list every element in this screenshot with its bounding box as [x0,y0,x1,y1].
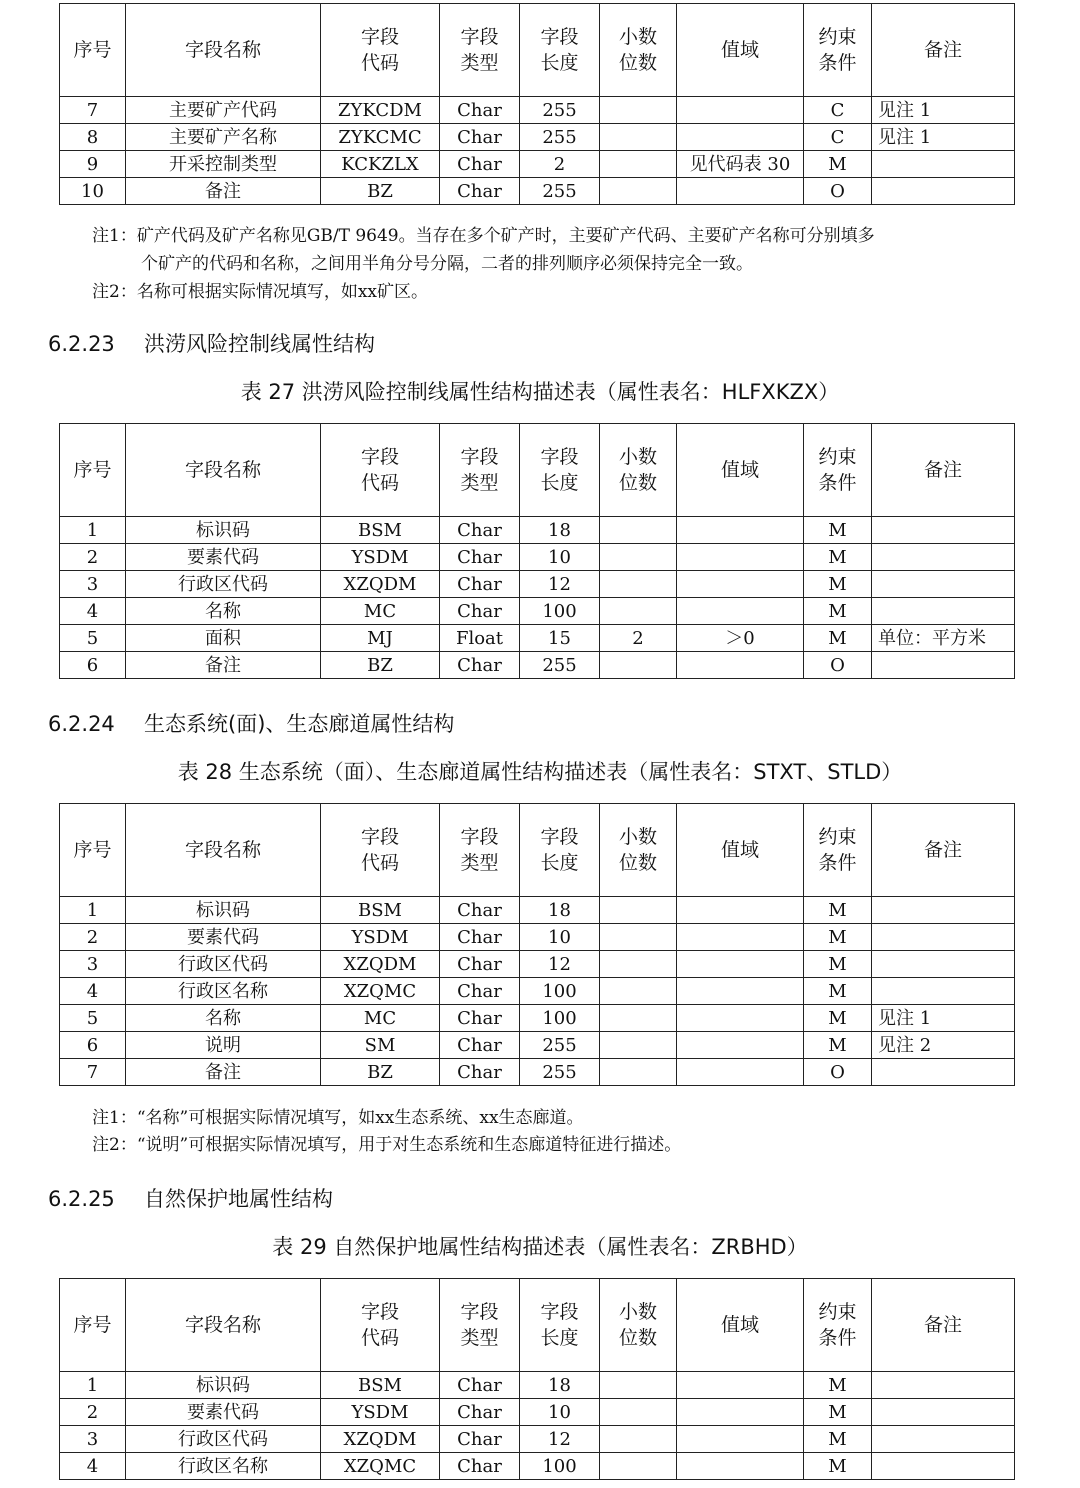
header-decimals: 小数 位数 [600,4,677,97]
table-row [60,897,1015,924]
header-value-domain: 值域 [677,424,804,517]
cell-field-type: Char [440,1372,520,1399]
cell-field-type: Char [440,652,520,679]
table-row [60,625,1015,652]
cell-remark: 见注 1 [872,124,1015,151]
cell-field-type: Char [440,924,520,951]
table-28 [59,803,1015,1086]
cell-field-name: 标识码 [126,897,321,924]
cell-value-domain [677,178,804,205]
cell-value-domain [677,1399,804,1426]
section-heading-6-2-25 [48,1185,333,1213]
cell-field-code: XZQMC [321,978,440,1005]
cell-value-domain: ＞0 [677,625,804,652]
cell-field-length: 100 [520,978,600,1005]
cell-constraint: M [804,1032,872,1059]
cell-field-code: MC [321,1005,440,1032]
cell-field-name: 行政区名称 [126,978,321,1005]
cell-constraint: O [804,1059,872,1086]
table-row [60,652,1015,679]
cell-field-length: 18 [520,1372,600,1399]
cell-field-length: 12 [520,1426,600,1453]
cell-remark [872,951,1015,978]
cell-seq: 5 [60,625,126,652]
table-row [60,178,1015,205]
cell-seq: 5 [60,1005,126,1032]
cell-remark [872,544,1015,571]
table-row [60,1426,1015,1453]
cell-seq: 1 [60,897,126,924]
header-field-name: 字段名称 [126,1279,321,1372]
cell-remark [872,598,1015,625]
cell-decimals [600,1059,677,1086]
cell-field-name: 要素代码 [126,544,321,571]
cell-field-length: 12 [520,571,600,598]
cell-value-domain [677,1372,804,1399]
table-row [60,1032,1015,1059]
cell-remark [872,1059,1015,1086]
cell-field-name: 备注 [126,1059,321,1086]
section-number: 6.2.25 [48,1187,115,1211]
cell-seq: 9 [60,151,126,178]
cell-remark [872,897,1015,924]
cell-seq: 3 [60,571,126,598]
header-field-code: 字段 代码 [321,1279,440,1372]
cell-seq: 2 [60,544,126,571]
cell-remark [872,1372,1015,1399]
header-value-domain: 值域 [677,4,804,97]
cell-field-type: Char [440,178,520,205]
cell-remark [872,652,1015,679]
cell-decimals [600,652,677,679]
cell-field-name: 开采控制类型 [126,151,321,178]
table-row [60,151,1015,178]
table-27 [59,423,1015,679]
cell-field-name: 主要矿产代码 [126,97,321,124]
cell-field-length: 255 [520,97,600,124]
cell-field-length: 255 [520,178,600,205]
cell-field-code: ZYKCMC [321,124,440,151]
header-field-name: 字段名称 [126,424,321,517]
cell-field-length: 18 [520,517,600,544]
cell-field-code: YSDM [321,924,440,951]
cell-field-length: 10 [520,1399,600,1426]
cell-remark [872,571,1015,598]
cell-field-length: 100 [520,1453,600,1480]
cell-constraint: M [804,924,872,951]
cell-field-code: ZYKCDM [321,97,440,124]
cell-field-type: Char [440,517,520,544]
cell-decimals [600,951,677,978]
header-decimals: 小数 位数 [600,804,677,897]
table-28-note-1: 注1：“名称”可根据实际情况填写，如xx生态系统、xx生态廊道。 [92,1108,584,1128]
table-row [60,1059,1015,1086]
cell-decimals [600,1372,677,1399]
cell-field-type: Char [440,97,520,124]
table-row [60,97,1015,124]
cell-decimals [600,1032,677,1059]
table-28-note-2: 注2：“说明”可根据实际情况填写，用于对生态系统和生态廊道特征进行描述。 [92,1135,682,1155]
cell-decimals [600,1426,677,1453]
header-constraint: 约束 条件 [804,4,872,97]
cell-field-type: Char [440,1453,520,1480]
cell-field-code: BZ [321,1059,440,1086]
cell-field-length: 12 [520,951,600,978]
cell-field-name: 行政区代码 [126,571,321,598]
cell-constraint: M [804,951,872,978]
cell-remark [872,151,1015,178]
cell-remark [872,1453,1015,1480]
cell-value-domain [677,1059,804,1086]
table-28-caption: 表 28 生态系统（面）、生态廊道属性结构描述表（属性表名：STXT、STLD） [177,760,903,784]
cell-value-domain [677,897,804,924]
cell-value-domain [677,124,804,151]
cell-remark: 见注 1 [872,97,1015,124]
table-row [60,1005,1015,1032]
cell-seq: 4 [60,1453,126,1480]
cell-value-domain [677,97,804,124]
header-seq: 序号 [60,804,126,897]
cell-field-code: KCKZLX [321,151,440,178]
cell-constraint: M [804,625,872,652]
cell-remark [872,517,1015,544]
cell-field-code: YSDM [321,544,440,571]
cell-field-type: Char [440,1005,520,1032]
table-row [60,1453,1015,1480]
cell-seq: 7 [60,1059,126,1086]
header-remark: 备注 [872,4,1015,97]
table-row [60,544,1015,571]
cell-field-name: 面积 [126,625,321,652]
cell-constraint: M [804,598,872,625]
cell-decimals [600,124,677,151]
cell-decimals [600,924,677,951]
header-field-code: 字段 代码 [321,424,440,517]
section-title: 生态系统(面)、生态廊道属性结构 [144,712,455,736]
cell-value-domain [677,978,804,1005]
cell-constraint: M [804,544,872,571]
cell-constraint: O [804,178,872,205]
table-row [60,1399,1015,1426]
cell-field-length: 10 [520,544,600,571]
cell-seq: 4 [60,978,126,1005]
cell-field-code: MC [321,598,440,625]
table-row [60,1372,1015,1399]
header-seq: 序号 [60,1279,126,1372]
header-value-domain: 值域 [677,804,804,897]
cell-field-length: 255 [520,124,600,151]
cell-value-domain [677,1453,804,1480]
cell-value-domain [677,517,804,544]
cell-decimals [600,571,677,598]
table-row [60,571,1015,598]
cell-field-name: 主要矿产名称 [126,124,321,151]
header-field-type: 字段 类型 [440,1279,520,1372]
cell-value-domain [677,1032,804,1059]
cell-decimals [600,151,677,178]
cell-constraint: M [804,1372,872,1399]
section-title: 洪涝风险控制线属性结构 [144,332,375,356]
table-29 [59,1278,1015,1480]
table-27-caption: 表 27 洪涝风险控制线属性结构描述表（属性表名：HLFXKZX） [240,380,840,404]
cell-decimals [600,178,677,205]
cell-seq: 7 [60,97,126,124]
cell-field-name: 标识码 [126,517,321,544]
cell-constraint: M [804,571,872,598]
cell-field-code: YSDM [321,1399,440,1426]
cell-remark [872,978,1015,1005]
cell-field-type: Char [440,1032,520,1059]
cell-field-type: Char [440,897,520,924]
cell-constraint: M [804,1453,872,1480]
header-decimals: 小数 位数 [600,424,677,517]
header-row [60,4,1015,97]
cell-remark: 见注 2 [872,1032,1015,1059]
header-remark: 备注 [872,804,1015,897]
cell-field-type: Char [440,1399,520,1426]
cell-field-code: MJ [321,625,440,652]
cell-field-name: 行政区代码 [126,951,321,978]
header-remark: 备注 [872,424,1015,517]
cell-seq: 3 [60,951,126,978]
cell-remark [872,924,1015,951]
table-row [60,978,1015,1005]
cell-field-type: Char [440,978,520,1005]
header-decimals: 小数 位数 [600,1279,677,1372]
cell-seq: 3 [60,1426,126,1453]
cell-decimals [600,97,677,124]
note-1-line-2: 个矿产的代码和名称，之间用半角分号分隔，二者的排列顺序必须保持完全一致。 [141,254,753,274]
cell-field-code: SM [321,1032,440,1059]
cell-field-code: BZ [321,652,440,679]
section-title: 自然保护地属性结构 [144,1187,333,1211]
cell-field-name: 名称 [126,598,321,625]
header-field-type: 字段 类型 [440,424,520,517]
cell-remark: 单位：平方米 [872,625,1015,652]
section-number: 6.2.24 [48,712,115,736]
cell-field-type: Float [440,625,520,652]
cell-remark [872,178,1015,205]
cell-seq: 2 [60,924,126,951]
table-mineral-continued [59,3,1015,205]
header-constraint: 约束 条件 [804,1279,872,1372]
cell-field-code: XZQMC [321,1453,440,1480]
cell-decimals [600,544,677,571]
header-remark: 备注 [872,1279,1015,1372]
cell-decimals [600,978,677,1005]
cell-seq: 4 [60,598,126,625]
cell-decimals [600,517,677,544]
cell-constraint: M [804,897,872,924]
cell-value-domain [677,1426,804,1453]
section-heading-6-2-23 [48,330,375,358]
cell-field-type: Char [440,151,520,178]
cell-field-name: 标识码 [126,1372,321,1399]
header-field-length: 字段 长度 [520,804,600,897]
cell-field-type: Char [440,124,520,151]
cell-field-length: 10 [520,924,600,951]
cell-field-length: 18 [520,897,600,924]
header-row [60,804,1015,897]
cell-field-length: 2 [520,151,600,178]
cell-field-name: 要素代码 [126,924,321,951]
header-field-type: 字段 类型 [440,4,520,97]
cell-seq: 1 [60,517,126,544]
cell-decimals: 2 [600,625,677,652]
cell-field-type: Char [440,544,520,571]
header-field-length: 字段 长度 [520,4,600,97]
cell-value-domain [677,571,804,598]
cell-decimals [600,897,677,924]
cell-value-domain [677,924,804,951]
cell-value-domain: 见代码表 30 [677,151,804,178]
cell-constraint: O [804,652,872,679]
cell-remark [872,1426,1015,1453]
cell-constraint: M [804,978,872,1005]
cell-constraint: C [804,124,872,151]
cell-field-type: Char [440,1426,520,1453]
cell-field-code: XZQDM [321,1426,440,1453]
header-seq: 序号 [60,424,126,517]
cell-field-name: 备注 [126,652,321,679]
cell-field-name: 行政区名称 [126,1453,321,1480]
cell-field-length: 15 [520,625,600,652]
cell-seq: 6 [60,1032,126,1059]
cell-field-name: 行政区代码 [126,1426,321,1453]
cell-decimals [600,1005,677,1032]
header-row [60,424,1015,517]
cell-remark [872,1399,1015,1426]
cell-field-type: Char [440,1059,520,1086]
section-heading-6-2-24 [48,710,454,738]
cell-decimals [600,598,677,625]
cell-field-name: 说明 [126,1032,321,1059]
cell-field-name: 备注 [126,178,321,205]
header-field-type: 字段 类型 [440,804,520,897]
cell-value-domain [677,652,804,679]
table-29-caption: 表 29 自然保护地属性结构描述表（属性表名：ZRBHD） [272,1235,808,1259]
header-constraint: 约束 条件 [804,804,872,897]
header-field-name: 字段名称 [126,4,321,97]
cell-decimals [600,1399,677,1426]
header-constraint: 约束 条件 [804,424,872,517]
cell-seq: 10 [60,178,126,205]
cell-field-code: BSM [321,897,440,924]
cell-field-code: BZ [321,178,440,205]
header-field-length: 字段 长度 [520,424,600,517]
header-value-domain: 值域 [677,1279,804,1372]
table-row [60,598,1015,625]
cell-constraint: M [804,151,872,178]
cell-decimals [600,1453,677,1480]
cell-constraint: M [804,517,872,544]
cell-value-domain [677,598,804,625]
cell-remark: 见注 1 [872,1005,1015,1032]
header-row [60,1279,1015,1372]
cell-field-type: Char [440,951,520,978]
cell-field-code: XZQDM [321,951,440,978]
cell-field-code: BSM [321,517,440,544]
cell-constraint: M [804,1426,872,1453]
cell-field-name: 名称 [126,1005,321,1032]
cell-value-domain [677,544,804,571]
cell-seq: 1 [60,1372,126,1399]
cell-field-length: 255 [520,1032,600,1059]
table-row [60,124,1015,151]
cell-field-type: Char [440,571,520,598]
cell-field-length: 100 [520,1005,600,1032]
cell-field-length: 100 [520,598,600,625]
note-2: 注2：名称可根据实际情况填写，如xx矿区。 [92,282,428,302]
cell-field-length: 255 [520,652,600,679]
cell-field-name: 要素代码 [126,1399,321,1426]
cell-value-domain [677,951,804,978]
cell-constraint: M [804,1399,872,1426]
cell-constraint: M [804,1005,872,1032]
header-seq: 序号 [60,4,126,97]
cell-constraint: C [804,97,872,124]
header-field-length: 字段 长度 [520,1279,600,1372]
cell-field-code: BSM [321,1372,440,1399]
table-row [60,517,1015,544]
note-1-line-1: 注1：矿产代码及矿产名称见GB/T 9649。当存在多个矿产时，主要矿产代码、主要矿产名称可分别填多 [92,226,875,246]
header-field-name: 字段名称 [126,804,321,897]
header-field-code: 字段 代码 [321,804,440,897]
cell-field-type: Char [440,598,520,625]
section-number: 6.2.23 [48,332,115,356]
cell-seq: 8 [60,124,126,151]
cell-field-length: 255 [520,1059,600,1086]
header-field-code: 字段 代码 [321,4,440,97]
cell-seq: 2 [60,1399,126,1426]
cell-field-code: XZQDM [321,571,440,598]
table-row [60,951,1015,978]
cell-value-domain [677,1005,804,1032]
table-row [60,924,1015,951]
cell-seq: 6 [60,652,126,679]
